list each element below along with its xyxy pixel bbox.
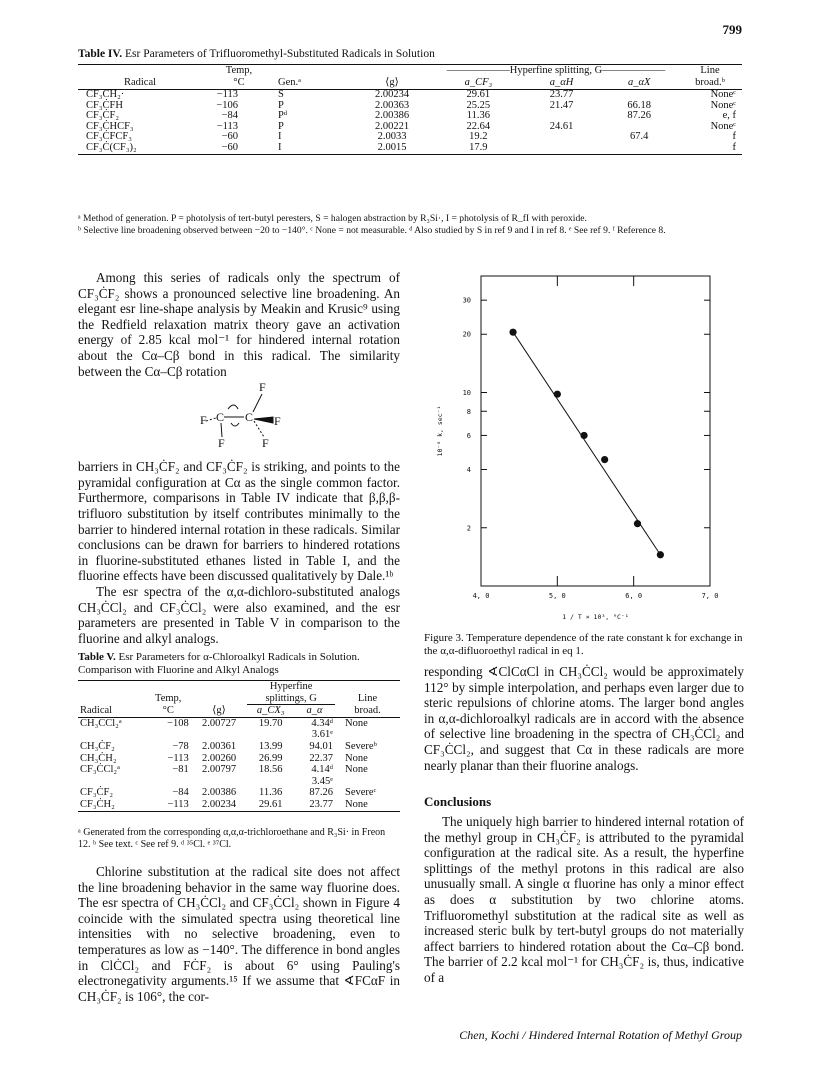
- table5-splittings-header: splittings, G: [247, 693, 335, 705]
- figure3-caption-text: Temperature dependence of the rate constant k for exchange in the α,α-difluoroethyl radical in eq 1.: [424, 632, 743, 657]
- table4-cell: 2.00221: [374, 120, 410, 132]
- table4-temp-unit: °C: [233, 77, 245, 88]
- table4-aah-header: a_αH: [549, 77, 574, 88]
- table5-cell: 3.45ᵉ: [311, 775, 333, 787]
- table5-row: [78, 764, 400, 776]
- table4-cell: 21.47: [549, 99, 574, 111]
- table4-cell: 17.9: [469, 141, 488, 153]
- table4: [78, 64, 742, 155]
- table5-acx3-header: a_CX₃: [256, 705, 285, 717]
- table4-broad-header: broad.ᵇ: [695, 77, 725, 88]
- table4-cell: CF₃Ċ(CF₃)₂: [86, 141, 137, 153]
- x-tick-label: 7, 0: [701, 592, 719, 600]
- table4-row: [78, 90, 742, 101]
- table4-cell: −113: [216, 89, 238, 100]
- y-tick-label: 30: [462, 296, 471, 305]
- table5-cell: [146, 776, 191, 788]
- table5-cell: 87.26: [309, 787, 333, 799]
- table4-cell: 23.77: [549, 89, 574, 100]
- table5-cell: −84: [172, 787, 189, 799]
- table4-cell: [600, 143, 678, 154]
- table5-cell: CH₃ĊF₂: [80, 740, 115, 752]
- table5-cell: 26.99: [258, 752, 283, 764]
- table5-row: [78, 753, 400, 765]
- table5-hyperfine-header: Hyperfine: [269, 681, 313, 692]
- table5-cell: 29.61: [258, 798, 283, 810]
- table5-cell: 18.56: [258, 764, 283, 776]
- table5-row: [78, 776, 400, 788]
- structure-atom-label: F: [274, 414, 281, 429]
- table5-cell: CH₃ĊH₂: [80, 752, 117, 764]
- left-bottom-text: [78, 864, 400, 1004]
- table5-cell: None: [345, 752, 368, 764]
- structure-atom-label: F: [262, 436, 269, 451]
- paragraph: Among this series of radicals only the spectrum of CF₃ĊF₂ shows a pronounced selective line broadening. An elegant esr line-shape analysis by Meakin and Krusic⁹ using the Redfield relaxation matrix theory gave an activation energy of 2.85 kcal mol⁻¹ for hindered internal rotation about the Cα–Cβ bond in this radical. The similarity between the Cα–Cβ rotation: [78, 270, 400, 379]
- table4-cell: f: [732, 141, 736, 153]
- table4-gen-header: Gen.ᵃ: [278, 77, 301, 88]
- table5-cell: [191, 776, 248, 788]
- paragraph: barriers in CH₃ĊF₂ and CF₃ĊF₂ is striking, and points to the pyramidal configuration at Cα as the single common factor. Furthermore, comparisons in Table IV indicate that β,β,β-trifluoro substitution by itself contributes minimally to the barrier to hindered internal rotation in these radicals. Similar conclusions can be drawn for barriers to hindered rotations in fluorine-substituted ethanes listed in Table I, and the fluorine effects have been discussed qualitatively by Dale.¹ᵇ: [78, 459, 400, 584]
- table5-footnote: ᵃ Generated from the corresponding α,α,α-trichloroethane and R₃Si· in Freon 12. ᵇ See text. ᶜ See ref 9. ᵈ ³⁵Cl. ᵉ ³⁷Cl.: [78, 827, 386, 850]
- table4-cell: 87.26: [627, 110, 651, 122]
- table4-cell: [523, 132, 601, 143]
- table4-cell: −60: [221, 141, 238, 153]
- table4-cell: CF₃ĊF₂: [86, 110, 120, 122]
- table5-cell: 2.00260: [201, 752, 237, 764]
- figure3-caption-label: Figure 3.: [424, 632, 464, 644]
- table5-row: [78, 741, 400, 753]
- table5: [78, 680, 400, 812]
- x-tick-label: 5, 0: [548, 592, 566, 600]
- table5-cell: 4.14ᵈ: [311, 764, 333, 776]
- table4-cell: Noneᶜ: [710, 89, 736, 100]
- table5-cell: [247, 776, 294, 788]
- table5-cell: [335, 729, 400, 741]
- table5-cell: −108: [167, 717, 189, 729]
- table5-cell: Severeᶜ: [345, 787, 377, 799]
- table4-caption-text: Esr Parameters of Trifluoromethyl-Substituted Radicals in Solution: [124, 48, 435, 60]
- table5-cell: None: [345, 764, 368, 776]
- y-tick-label: 6: [466, 431, 471, 440]
- table4-temp-header: Temp,: [225, 65, 253, 76]
- table5-caption-text: Esr Parameters for α-Chloroalkyl Radicals in Solution. Comparison with Fluorine and Alkyl Analogs: [78, 651, 360, 676]
- data-point: [601, 456, 608, 463]
- table4-cell: 2.00386: [374, 110, 410, 122]
- table4-cell: P: [278, 99, 284, 111]
- data-point: [634, 520, 641, 527]
- left-column-text: [78, 270, 400, 646]
- table4-cell: 22.64: [466, 120, 491, 132]
- table5-cell: CF₃ĊF₂: [80, 787, 114, 799]
- table5-caption: [78, 651, 400, 676]
- table5-line-header: Line: [357, 692, 378, 704]
- table4-cell: CF₃ĊFH: [86, 99, 123, 111]
- table5-cell: [146, 729, 191, 741]
- table4-row: [78, 111, 742, 122]
- structure-atom-label: C: [216, 410, 225, 425]
- table5-radical-header: Radical: [80, 704, 113, 716]
- table4-cell: S: [278, 89, 284, 100]
- table5-cell: [78, 729, 146, 741]
- table4-cell: 2.0015: [377, 141, 407, 153]
- table4-cell: [600, 90, 678, 101]
- table4-cell: Noneᶜ: [710, 99, 736, 111]
- table5-cell: 11.36: [259, 787, 283, 799]
- x-axis-label: 1 / T × 10³, °C⁻¹: [562, 613, 629, 621]
- table4-cell: 66.18: [627, 99, 651, 111]
- table4-hfs-header: ——————Hyperfine splitting, G——————: [446, 65, 666, 76]
- y-tick-label: 10: [462, 388, 471, 397]
- right-column-text: [424, 664, 744, 773]
- table5-cell: None: [345, 798, 368, 810]
- y-axis-label: 10⁻⁸ k, sec⁻¹: [436, 405, 444, 457]
- table5-cell: 19.70: [258, 717, 283, 729]
- table5-cell: [78, 776, 146, 788]
- table4-cell: Pᵈ: [278, 110, 288, 122]
- figure3-chart: [424, 258, 744, 630]
- structure-atom-label: C: [245, 410, 254, 425]
- data-point: [509, 329, 516, 336]
- table4-caption: [78, 48, 435, 60]
- table5-cell: [247, 729, 294, 741]
- table4-row: [78, 143, 742, 154]
- x-tick-label: 6, 0: [625, 592, 643, 600]
- table5-row: [78, 787, 400, 799]
- table4-radical-header: Radical: [123, 77, 157, 88]
- table4-cell: −84: [221, 110, 238, 122]
- table5-cell: 3.61ᵉ: [311, 729, 333, 741]
- table4-cell: 67.4: [629, 131, 649, 143]
- table5-g-header: ⟨g⟩: [212, 704, 226, 716]
- table5-caption-label: Table V.: [78, 651, 116, 663]
- table5-temp-header: Temp,: [155, 692, 182, 704]
- table4-row: [78, 132, 742, 143]
- data-point: [580, 432, 587, 439]
- table5-broad-header: broad.: [354, 704, 381, 716]
- table4-cell: −106: [216, 99, 238, 111]
- paragraph: responding ∢ClCαCl in CH₃ĊCl₂ would be approximately 112° by simple interpolation, and perhaps even larger due to steric repulsions of chlorine atoms. The larger bond angles in α,α-dichloroalkyl radicals are in accord with the absence of selective line broadening in the spectra of CH₃ĊCl₂ and CF₃ĊCl₂, and suggest that Cα in these radicals are more nearly planar than their fluorine analogs.: [424, 664, 744, 773]
- table4-cell: 11.36: [466, 110, 490, 122]
- table4-cell: 2.00234: [374, 89, 410, 100]
- table5-row: [78, 729, 400, 741]
- table5-cell: [335, 776, 400, 788]
- conclusions-text: [424, 814, 744, 986]
- paragraph: The uniquely high barrier to hindered internal rotation of the methyl group in CH₃ĊF₂ is attributed to the pyramidal configuration at the radical site. As a result, the hyperfine splittings of the methyl protons in this radical are also unusually small. A single α fluorine has only a minor effect as does α substitution by two chlorine atoms. Trifluoromethyl substitution at the radical site as well as increased steric bulk by tert-butyl groups do not materially affect barriers to hindered rotation about the Cα–Cβ bond. The barrier of 2.2 kcal mol⁻¹ for CH₃ĊF₂ is, thus, indicative of a: [424, 814, 744, 985]
- table5-cell: 2.00361: [201, 740, 237, 752]
- structure-atom-label: F: [218, 436, 225, 451]
- table5-cell: 13.99: [258, 740, 283, 752]
- table5-cell: −78: [172, 740, 189, 752]
- y-tick-label: 20: [462, 330, 471, 339]
- plot-frame: [481, 276, 710, 586]
- structure-atom-label: F: [200, 413, 207, 428]
- running-footer: Chen, Kochi / Hindered Internal Rotation of Methyl Group: [459, 1028, 742, 1042]
- table4-cell: 29.61: [466, 89, 491, 100]
- table4-cell: −113: [216, 120, 238, 132]
- table4-hfs-label: Hyperfine splitting, G: [509, 65, 603, 76]
- table4-line-header: Line: [700, 65, 720, 76]
- table4-cell: CF₃ĊHCF₃: [86, 120, 134, 132]
- structure-atom-label: F: [259, 380, 266, 395]
- table5-cell: 23.77: [309, 798, 333, 810]
- table5-cell: −113: [167, 752, 189, 764]
- table5-row: [78, 717, 400, 729]
- table4-cell: 19.2: [469, 131, 488, 143]
- table5-cell: [191, 729, 248, 741]
- table4-cell: 2.0033: [377, 131, 407, 143]
- table4-cell: I: [278, 131, 282, 143]
- table5-cell: −113: [167, 798, 189, 810]
- table4-cell: I: [278, 141, 282, 153]
- table4-body: [78, 90, 742, 155]
- table4-footnotes: [78, 213, 742, 236]
- data-point: [554, 391, 561, 398]
- table5-cell: 22.37: [309, 752, 333, 764]
- table5-body: [78, 717, 400, 811]
- table5-temp-unit: °C: [162, 704, 174, 716]
- table5-cell: 2.00234: [201, 798, 237, 810]
- table4-cell: 2.00363: [374, 99, 410, 111]
- table4-cell: Noneᶜ: [710, 120, 736, 132]
- table4-footnote-1: ᵃ Method of generation. P = photolysis of tert-butyl peresters, S = halogen abstraction by R₃Si·, I = photolysis of R_fI with peroxide.: [78, 213, 587, 224]
- table4-cell: [523, 143, 601, 154]
- table4-cell: e, f: [722, 110, 736, 122]
- conclusions-heading: Conclusions: [424, 794, 492, 809]
- table5-cell: 2.00386: [201, 787, 237, 799]
- table4-cell: P: [278, 120, 284, 132]
- structure-diagram: [78, 379, 400, 459]
- paragraph: The esr spectra of the α,α-dichloro-substituted analogs CH₃ĊCl₂ and CF₃ĊCl₂ were also examined, and the esr parameters are presented in Table V in comparison to the fluorine and alkyl analogs.: [78, 583, 400, 646]
- data-point: [657, 551, 664, 558]
- table4-cell: CF₃CH₂·: [86, 89, 125, 100]
- table5-cell: None: [345, 717, 368, 729]
- table4-acf3-header: a_CF₃: [464, 77, 493, 88]
- table5-cell: CF₃ĊCl₂ᵃ: [80, 764, 120, 776]
- table5-cell: CF₃ĊH₂: [80, 798, 115, 810]
- page-number: 799: [722, 22, 742, 37]
- table5-cell: 2.00797: [201, 764, 237, 776]
- table5-cell: 94.01: [309, 740, 333, 752]
- table5-cell: −81: [172, 764, 189, 776]
- table5-cell: CH₃ĊCl₂ᵃ: [80, 717, 122, 729]
- x-tick-label: 4, 0: [472, 592, 490, 600]
- table5-row: [78, 799, 400, 811]
- table4-cell: −60: [221, 131, 238, 143]
- figure3-caption: [424, 632, 744, 657]
- table5-cell: 4.34ᵈ: [311, 717, 333, 729]
- y-tick-label: 2: [466, 524, 471, 533]
- table4-cell: 24.61: [549, 120, 574, 132]
- y-tick-label: 4: [466, 466, 471, 475]
- table5-aa-header: a_α: [306, 705, 323, 717]
- table4-cell: 25.25: [466, 99, 491, 111]
- paragraph: Chlorine substitution at the radical site does not affect the line broadening behavior in the same way fluorine does. The esr spectra of CH₃ĊCl₂ and CF₃ĊCl₂ shown in Figure 4 coincide with the simulated spectra using theoretical line intensities with no selective broadening, even to temperatures as low as −140°. The difference in bond angles in ClĊCl₂ and FĊF₂ is about 6° using Pauling's electronegativity arguments.¹⁵ If we assume that ∢FCαF in CH₃ĊF₂ is 106°, the cor-: [78, 864, 400, 1004]
- table4-footnote-2: ᵇ Selective line broadening observed between −20 to −140°. ᶜ None = not measurable. ᵈ Also studied by S in ref 9 and I in ref 8. ᵉ See ref 9. ᶠ Reference 8.: [78, 224, 666, 236]
- table4-aax-header: a_αX: [627, 77, 651, 88]
- y-tick-label: 8: [466, 407, 471, 416]
- table4-cell: CF₃ĊFCF₃: [86, 131, 132, 143]
- table4-cell: f: [732, 131, 736, 143]
- table5-cell: Severeᵇ: [345, 740, 377, 752]
- table5-cell: 2.00727: [201, 717, 237, 729]
- table4-g-header: ⟨g⟩: [385, 77, 399, 88]
- table4-caption-label: Table IV.: [78, 48, 123, 60]
